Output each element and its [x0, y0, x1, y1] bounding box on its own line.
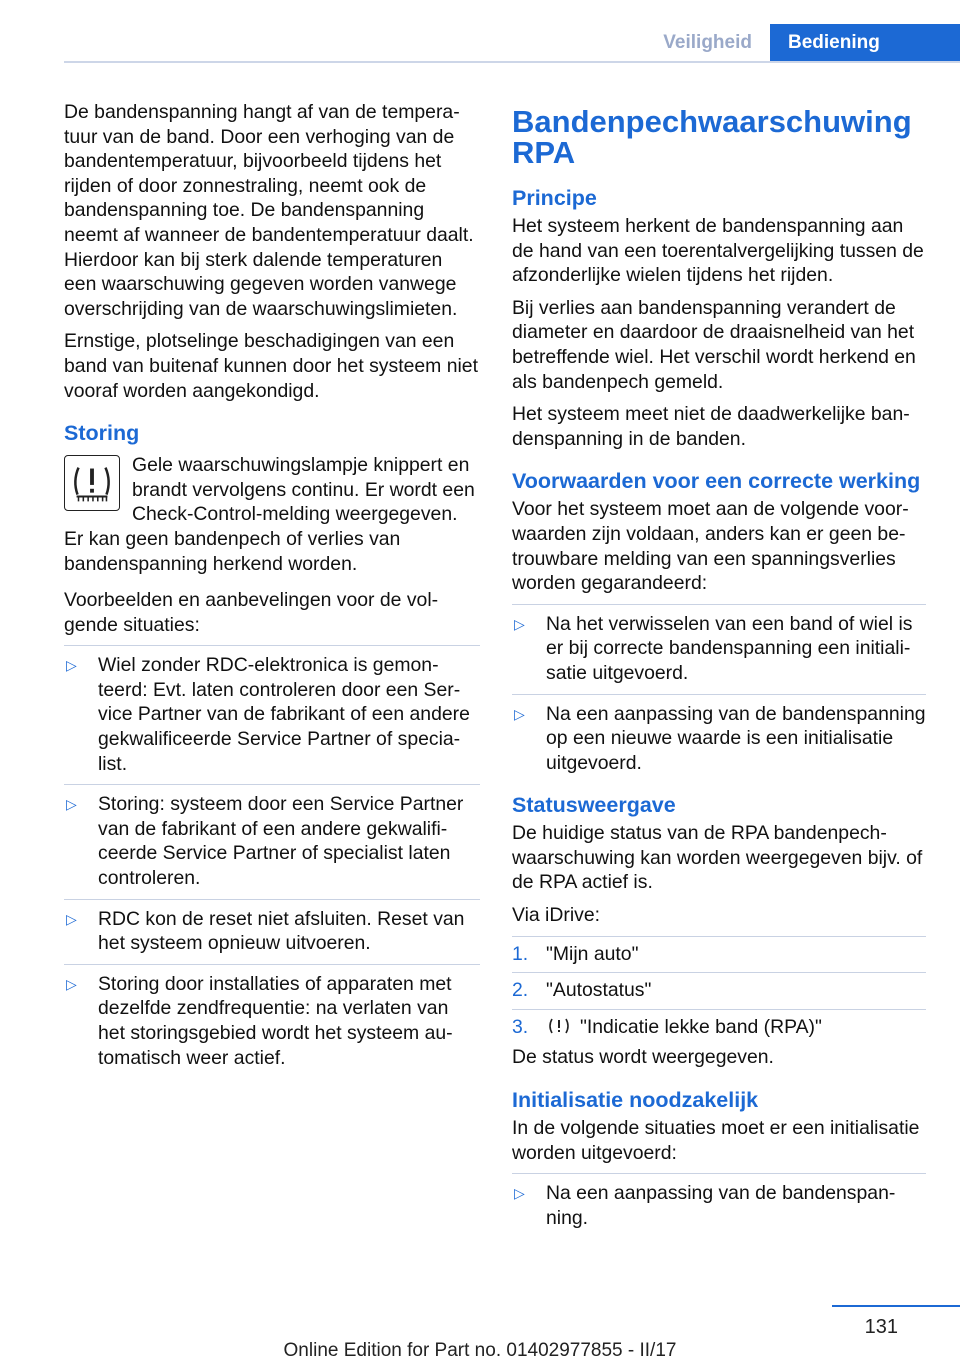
- step-item: 2. "Autostatus": [512, 972, 926, 1003]
- page-number: 131: [864, 1316, 898, 1338]
- heading-storing: Storing: [64, 421, 140, 446]
- storing-bullet-list: [64, 645, 480, 1070]
- warning-block: [64, 453, 480, 576]
- tire-pressure-warning-icon: [64, 455, 120, 511]
- init-text: In de volgende situaties moet er een initialisatie worden uitgevoerd:: [512, 1117, 920, 1164]
- list-item: ▷ Wiel zonder RDC-elektronica is gemonteerd: Evt. laten controleren door een Service Partner van de fabrikant of een andere gekwalificeerde Service Partner of specialist.: [64, 645, 480, 776]
- paragraph-damage: Ernstige, plotselinge beschadigingen van een band van buitenaf kunnen door het systeem niet vooraf worden aangekondigd.: [64, 330, 478, 402]
- triangle-bullet-icon: ▷: [66, 796, 77, 813]
- status-text: De huidige status van de RPA bandenpechwaarschuwing kan worden weergegeven bijv. of de RPA actief is.: [512, 822, 923, 894]
- voorwaarden-bullet-list: [512, 604, 926, 776]
- right-column: [512, 100, 926, 1238]
- principe-paragraph-1: Het systeem herkent de bandenspanning aan de hand van een toerentalvergelijking tussen de afzonderlijke wielen tijdens het rijden.: [512, 215, 924, 287]
- heading-principe: Principe: [512, 186, 597, 210]
- paragraph-temperature: De bandenspanning hangt af van de temperatuur van de band. Door een verhoging van de bandentemperatuur, bijvoorbeeld tijdens het rijden of door zonnestraling, neemt ook de bandenspanning toe. De bandenspanning neemt af wanneer de bandentemperatuur daalt. Hierdoor kan bij sterk dalende temperaturen een waarschuwing gegeven worden vanwege overschrijding van de waarschuwingslimieten.: [64, 101, 474, 320]
- triangle-bullet-icon: ▷: [66, 910, 77, 927]
- step-number: 1.: [512, 942, 529, 965]
- heading-voorwaarden: Voorwaarden voor een correcte werking: [512, 469, 921, 494]
- via-idrive: Via iDrive:: [512, 904, 601, 927]
- section-status: [512, 793, 926, 1070]
- list-item: ▷ Storing door installaties of apparaten met dezelfde zendfrequentie: na verlaten van het storingsgebied wordt het systeem automatisch weer actief.: [64, 964, 480, 1070]
- triangle-bullet-icon: ▷: [514, 1185, 525, 1202]
- triangle-bullet-icon: ▷: [66, 975, 77, 992]
- tire-warning-icon: [546, 1016, 572, 1036]
- storing-text: Gele waarschuwingslampje knippert en brandt vervolgens continu. Er wordt een Check-Control-melding weergegeven. Er kan geen bandenpech of verlies van bandenspanning herkend worden.: [64, 454, 475, 575]
- tab-veiligheid[interactable]: Veiligheid: [645, 24, 770, 62]
- page-title: Bandenpechwaarschuwing RPA: [512, 104, 912, 170]
- triangle-bullet-icon: ▷: [514, 615, 525, 632]
- section-init: [512, 1088, 926, 1230]
- heading-status: Statusweergave: [512, 793, 676, 818]
- list-item: ▷ Na een aanpassing van de bandenspanning op een nieuwe waarde is een initialisatie uitgevoerd.: [512, 694, 926, 776]
- header-rule: [64, 61, 960, 63]
- idrive-steps: [512, 936, 926, 1040]
- tab-bediening[interactable]: Bediening: [770, 24, 960, 62]
- step-item: 3. "Indicatie lekke band (RPA)": [512, 1009, 926, 1040]
- chapter-tabs: [645, 24, 960, 62]
- step-number: 2.: [512, 979, 529, 1002]
- list-item: ▷ Na een aanpassing van de bandenspanning.: [512, 1173, 926, 1230]
- left-column: [64, 100, 480, 1078]
- principe-paragraph-2: Bij verlies aan bandenspanning verandert de diameter en daardoor de draaisnelheid van het betreffende wiel. Het verschil wordt herkend en als bandenpech gemeld.: [512, 296, 916, 393]
- section-voorwaarden: [512, 469, 926, 775]
- triangle-bullet-icon: ▷: [514, 705, 525, 722]
- footer-rule: [832, 1305, 960, 1307]
- step-item: 1. "Mijn auto": [512, 936, 926, 967]
- init-bullet-list: [512, 1173, 926, 1230]
- edition-footer: Online Edition for Part no. 01402977855 - II/17: [283, 1340, 677, 1361]
- heading-init: Initialisatie noodzakelijk: [512, 1088, 759, 1113]
- voorwaarden-text: Voor het systeem moet aan de volgende voorwaarden zijn voldaan, anders kan er geen betrouwbare melding van een spanningsverlies worden gegarandeerd:: [512, 498, 909, 595]
- principe-paragraph-3: Het systeem meet niet de daadwerkelijke bandenspanning in de banden.: [512, 403, 910, 450]
- list-item: ▷ Storing: systeem door een Service Partner van de fabrikant of een andere gekwalificeerde Service Partner of specialist laten controleren.: [64, 784, 480, 890]
- list-item: ▷ RDC kon de reset niet afsluiten. Reset van het systeem opnieuw uitvoeren.: [64, 899, 480, 956]
- triangle-bullet-icon: ▷: [66, 657, 77, 674]
- status-result: De status wordt weergegeven.: [512, 1046, 774, 1069]
- list-item: ▷ Na het verwisselen van een band of wiel is er bij correcte bandenspanning een initialisatie uitgevoerd.: [512, 604, 926, 686]
- examples-intro: Voorbeelden en aanbevelingen voor de volgende situaties:: [64, 589, 439, 636]
- section-storing: [64, 421, 480, 576]
- step-number: 3.: [512, 1015, 529, 1038]
